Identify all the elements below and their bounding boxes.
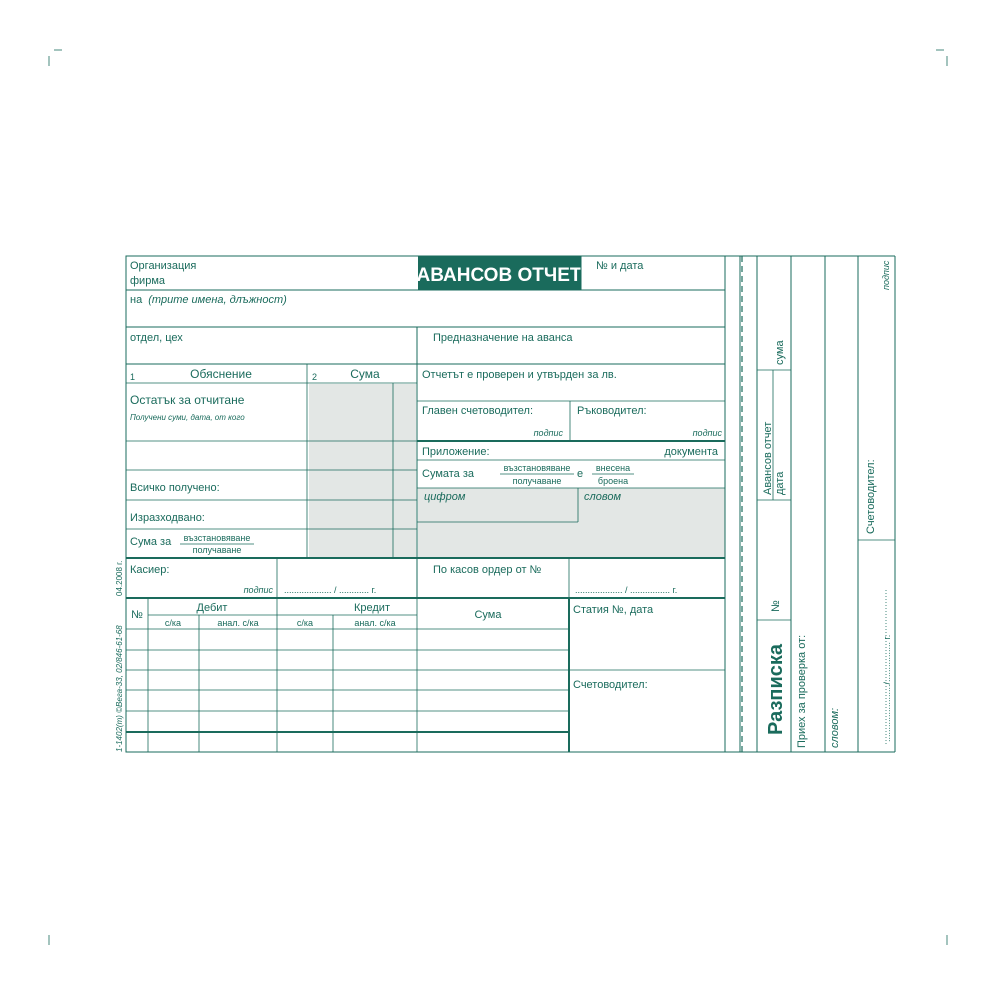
credit-header: Кредит (353, 602, 391, 614)
dept-label: отдел, цех (130, 332, 183, 344)
manager-signature-label: подпис (692, 428, 722, 438)
cashier-label: Касиер: (130, 564, 170, 576)
spent-label: Изразходвано: (130, 512, 205, 524)
paid-label: броена (597, 476, 629, 486)
debit-anal-account-header: анал. с/ка (217, 618, 259, 628)
cashier-date-fill: ................... / ............ г. (284, 585, 377, 595)
cashier-signature-label: подпис (243, 585, 273, 595)
receipt-signature-label: подпис (881, 260, 891, 290)
received-hint: Получени суми, дата, от кого (130, 413, 245, 422)
cash-order-date-fill: ................... / ................ г. (575, 585, 678, 595)
words-label: словом (584, 491, 621, 503)
credit-anal-account-header: анал. с/ка (354, 618, 396, 628)
bottom-no-header: № (131, 609, 143, 621)
purpose-label: Предназначение на аванса (433, 332, 573, 344)
col-explanation-header: Обяснение (190, 367, 252, 381)
receive-label-right: получаване (512, 476, 562, 486)
to-label (130, 294, 287, 306)
debit-header: Дебит (196, 602, 228, 614)
sum-header: Сума (474, 609, 502, 621)
manager-label: Ръководител: (577, 405, 647, 417)
receipt-no-label: № (770, 600, 782, 612)
to-label-text: на (130, 294, 143, 306)
receipt-title: Разписка (765, 643, 787, 735)
credit-account-header: с/ка (296, 618, 314, 628)
receipt-words-label: словом: (829, 707, 841, 748)
col1-number: 1 (130, 372, 136, 382)
receipt-accountant-label: Счетоводител: (865, 459, 877, 534)
article-label: Статия №, дата (573, 604, 654, 616)
total-received-label: Всичко получено: (130, 482, 220, 494)
digits-label: цифром (424, 491, 466, 503)
bottom-accountant-label: Счетоводител: (573, 679, 648, 691)
amount-for-label: Сума за (130, 536, 172, 548)
receipt-sum-label: сума (774, 340, 786, 365)
chief-accountant-label: Главен счетоводител: (422, 405, 534, 417)
edition-print: 04.2008 г. (115, 560, 124, 596)
form-title: АВАНСОВ ОТЧЕТ (416, 265, 582, 286)
debit-account-header: с/ка (164, 618, 182, 628)
verified-label: Отчетът е проверен и утвърден за лв. (422, 369, 617, 381)
attachment-label: Приложение: (422, 446, 490, 458)
receipt-report-label: Авансов отчет (762, 421, 774, 495)
col-sum-header: Сума (350, 367, 380, 381)
col2-number: 2 (312, 372, 318, 382)
receipt-date-label: дата (774, 471, 786, 495)
org-label: Организация (130, 260, 197, 272)
documents-label: документа (664, 446, 718, 458)
cash-order-label: По касов ордер от № (433, 564, 542, 576)
restore-label-right: възстановяване (503, 463, 571, 473)
amount-for-label-right: Сумата за (422, 468, 475, 480)
to-hint: (трите имена, длъжност) (148, 294, 287, 306)
print-code: 1-1402(т) ©Вега-33, 02/846-61-68 (115, 625, 124, 752)
firm-label: фирма (130, 275, 165, 287)
receipt-accepted-label: Приех за проверка от: (796, 634, 808, 748)
remainder-label: Остатък за отчитане (130, 393, 245, 407)
restore-label-left: възстановяване (183, 533, 251, 543)
receive-label-left: получаване (192, 545, 242, 555)
number-date-label: № и дата (596, 260, 644, 272)
is-label: е (577, 468, 584, 480)
deposited-label: внесена (595, 463, 631, 473)
receipt-date-fill: ......................./................ г. (882, 634, 892, 742)
chief-signature-label: подпис (533, 428, 563, 438)
